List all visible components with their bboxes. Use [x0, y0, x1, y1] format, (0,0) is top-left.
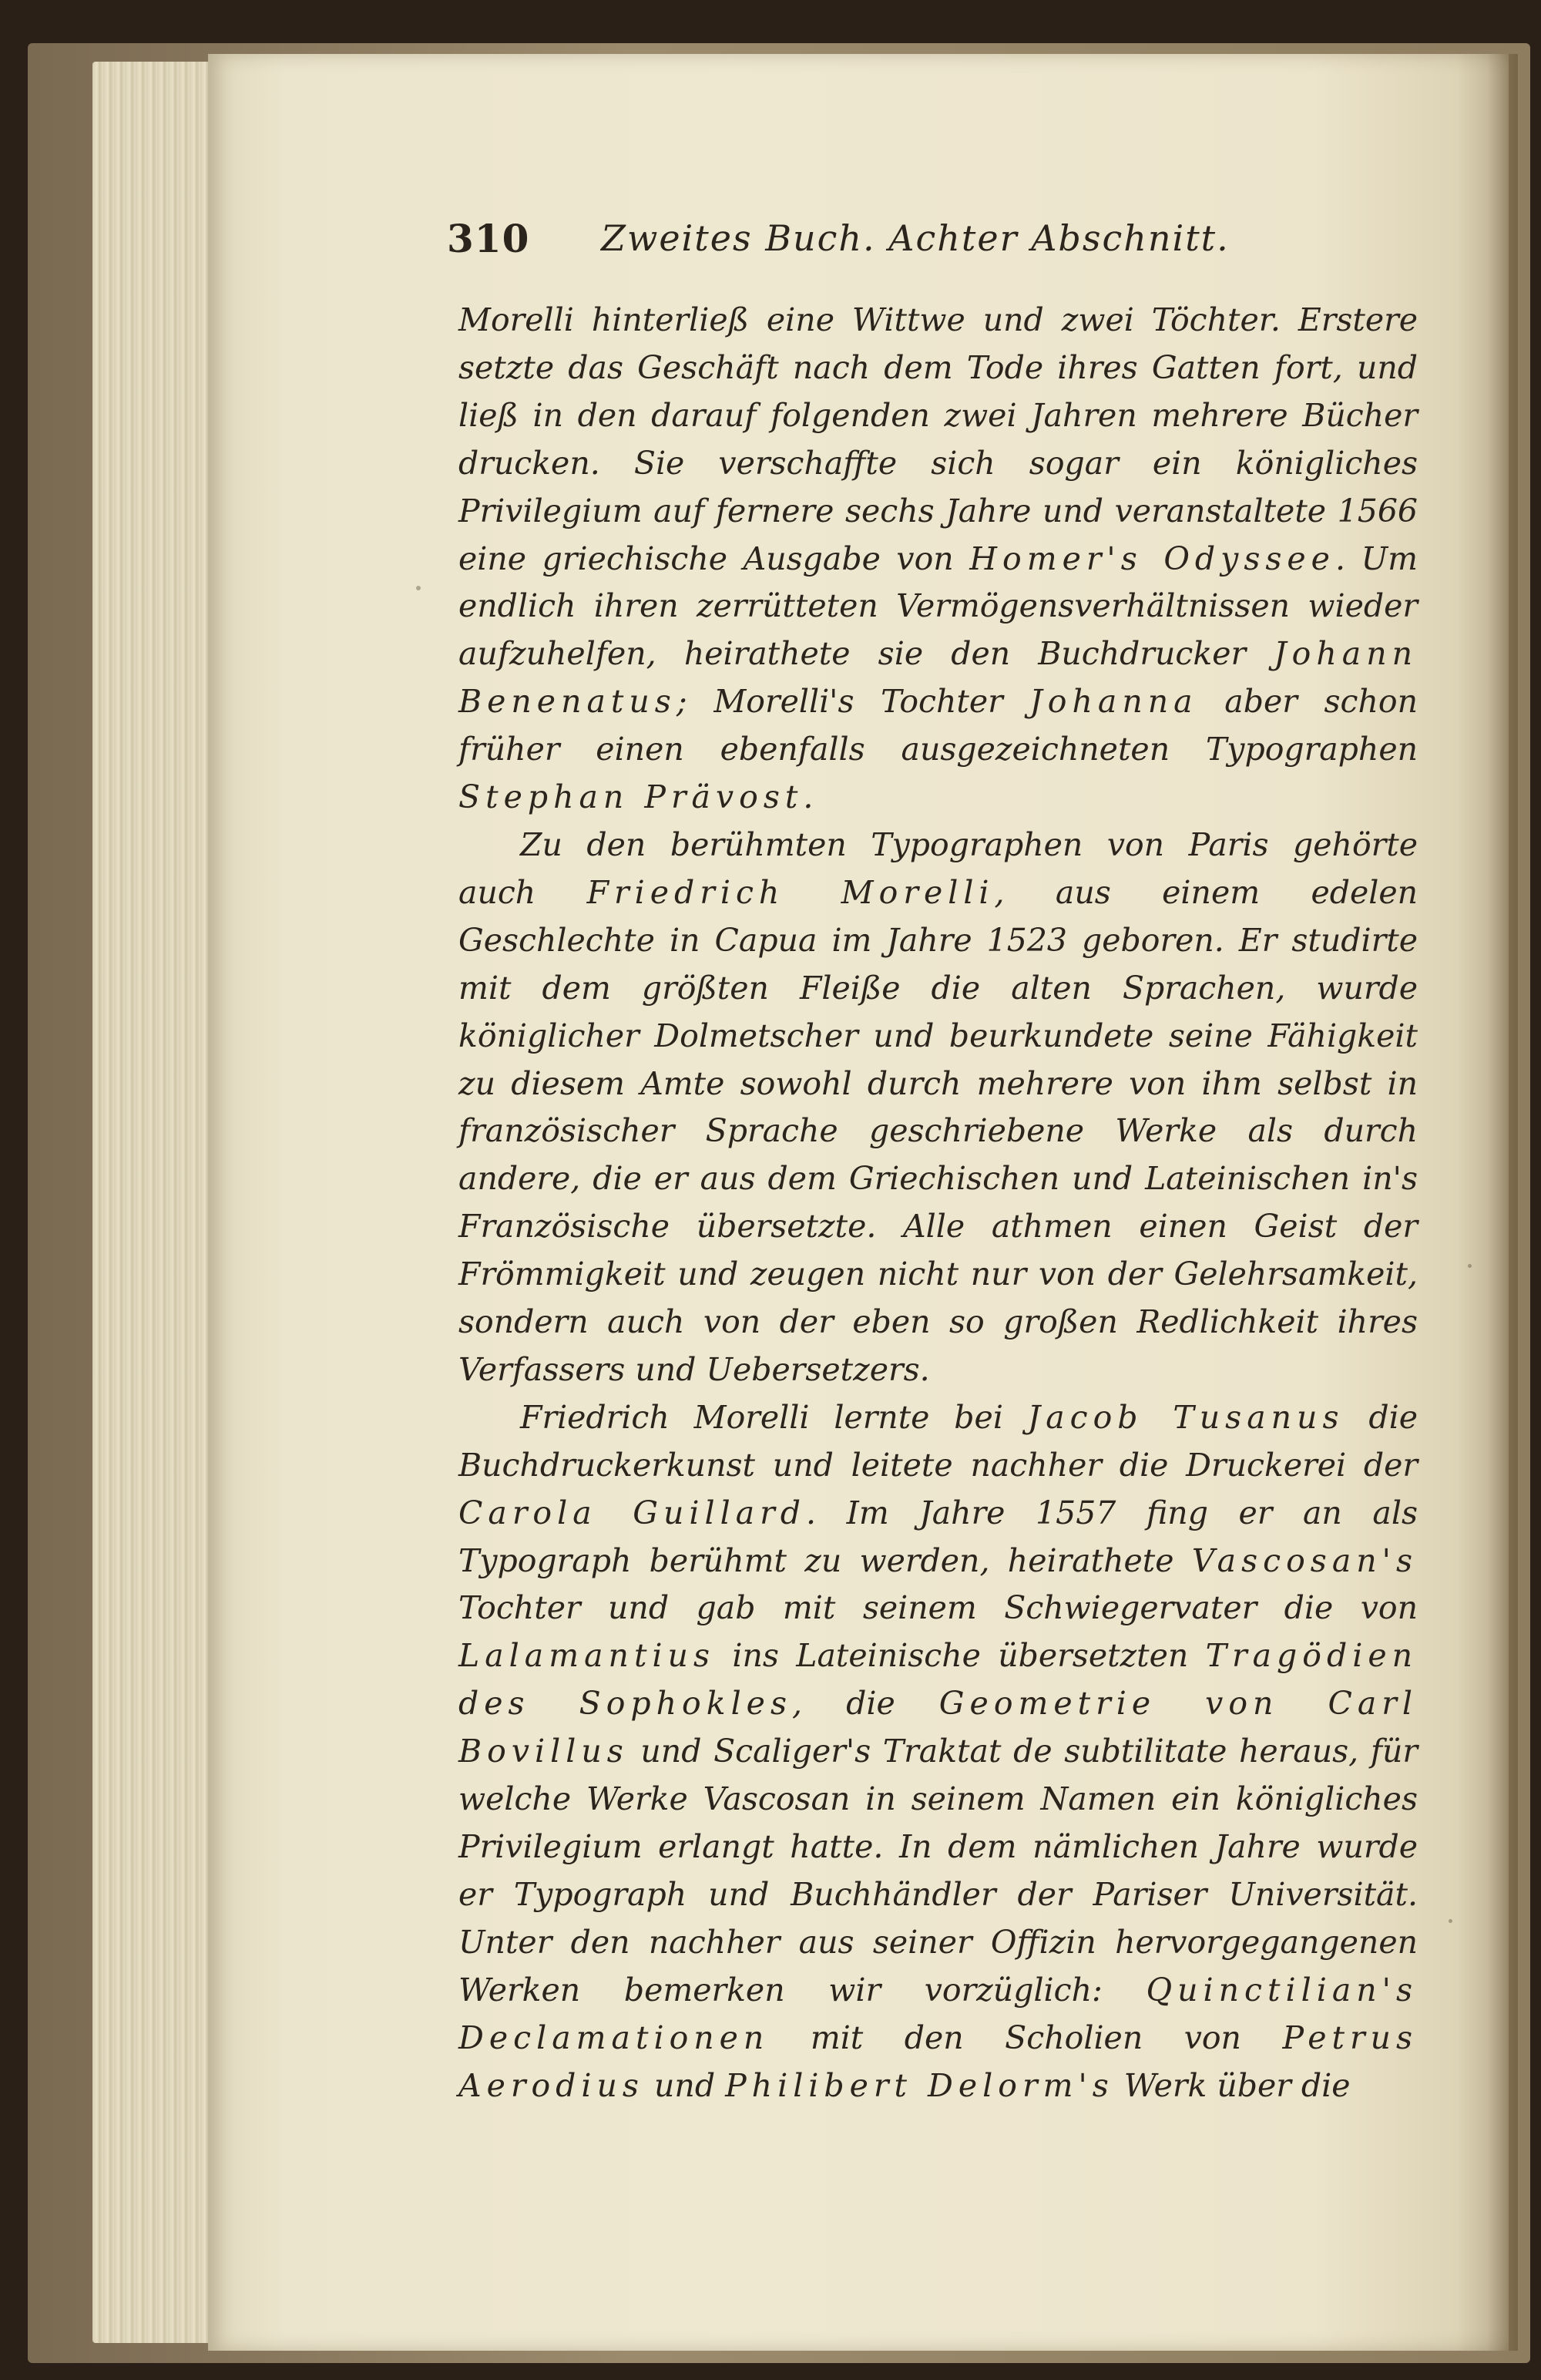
paragraph — [458, 297, 1418, 822]
spaced-name: Vascosan's — [1191, 1541, 1418, 1579]
paragraph — [458, 1394, 1418, 2110]
spaced-name: Johanna — [1029, 683, 1198, 721]
gutter-shadow — [1487, 54, 1518, 2351]
paper-speck — [1468, 1264, 1472, 1268]
text-run: . Im Jahre 1557 fing er an als Typograph berühmt zu werden, heirathete — [458, 1494, 1418, 1579]
text-run: . — [803, 778, 814, 816]
spaced-name: Jacob Tusanus — [1027, 1398, 1345, 1436]
text-run: Werk über die — [1113, 2066, 1351, 2104]
spaced-name: Homer's Odyssee — [969, 540, 1335, 577]
spaced-name: Carola Guillard — [458, 1494, 807, 1531]
spaced-name: Stephan Prävost — [458, 778, 804, 816]
spaced-name: Tragödien des Sophokles — [458, 1637, 1418, 1723]
paper-speck — [416, 586, 421, 590]
page-number: 310 — [447, 216, 530, 261]
paragraph — [458, 822, 1418, 1394]
spaced-name: Petrus Aerodius — [458, 2019, 1418, 2104]
text-run: ; Morelli's Tochter — [676, 683, 1030, 721]
page-edges — [92, 62, 216, 2343]
text-run: die Buchdruckerkunst und leitete nachher die Druckerei der — [458, 1398, 1418, 1484]
text-run: Friedrich Morelli lernte bei — [520, 1398, 1028, 1436]
text-run: Zu den berühmten Typographen von Paris gehörte auch — [458, 825, 1418, 911]
text-run: , aus einem edelen Geschlechte in Capua im Jahre 1523 geboren. Er studirte mit dem größten Fleiße die alten Sprachen, wurde königlicher Dolmetscher und beurkundete seine Fähigkeit zu diesem Amte sowohl durch mehrere von ihm selbst in französischer Sprache geschriebene Werke als durch andere, die er aus dem Griechischen und Lateinischen in's Französische übersetzte. Alle athmen einen Geist der Frömmigkeit und zeugen nicht nur von der Gelehrsamkeit, sondern auch von der eben so großen Redlichkeit ihres Verfassers und Uebersetzers. — [458, 873, 1418, 1388]
text-run: Morelli hinterließ eine Wittwe und zwei Töchter. Erstere setzte das Geschäft nach dem Tode ihres Gatten fort, und ließ in den darauf folgenden zwei Jahren mehrere Bücher drucken. Sie verschaffte sich sogar ein königliches Privilegium auf fernere sechs Jahre und veranstaltete 1566 eine griechische Ausgabe von — [458, 301, 1418, 577]
spaced-name: Friedrich Morelli — [586, 873, 995, 911]
text-run: ins Lateinische übersetzten — [715, 1637, 1206, 1675]
text-run: Tochter und gab mit seinem Schwiegervater die von — [458, 1589, 1418, 1627]
text-run: aber schon früher einen ebenfalls ausgezeichneten Typographen — [458, 683, 1418, 768]
text-run: . Um endlich ihren zerrütteten Vermögensverhältnissen wieder aufzuhelfen, heirathete sie den Buchdrucker — [458, 540, 1418, 673]
text-run: mit den Scholien von — [769, 2019, 1283, 2056]
running-head: Zweites Buch. Achter Abschnitt. — [601, 217, 1230, 259]
paper-speck — [1449, 1919, 1452, 1923]
spaced-name: Quinctilian's Declamationen — [458, 1971, 1418, 2056]
spaced-name: Lalamantius — [458, 1637, 715, 1675]
page-header — [447, 216, 1441, 277]
spaced-name: Geometrie von Carl Bovillus — [458, 1685, 1418, 1770]
spaced-name: Johann Benenatus — [458, 635, 1418, 721]
spaced-name: Philibert Delorm's — [725, 2066, 1114, 2104]
text-run: , die — [792, 1685, 939, 1723]
text-run: und Scaliger's Traktat de subtilitate heraus, für welche Werke Vascosan in seinem Namen ein königliches Privilegium erlangt hatte. In dem nämlichen Jahre wurde er Typograph und Buchhändler der Pariser Universität. Unter den nachher aus seiner Offizin hervorgegangenen Werken bemerken wir vorzüglich: — [458, 1733, 1418, 2009]
text-run: und — [643, 2066, 726, 2104]
body-text — [458, 297, 1418, 2109]
